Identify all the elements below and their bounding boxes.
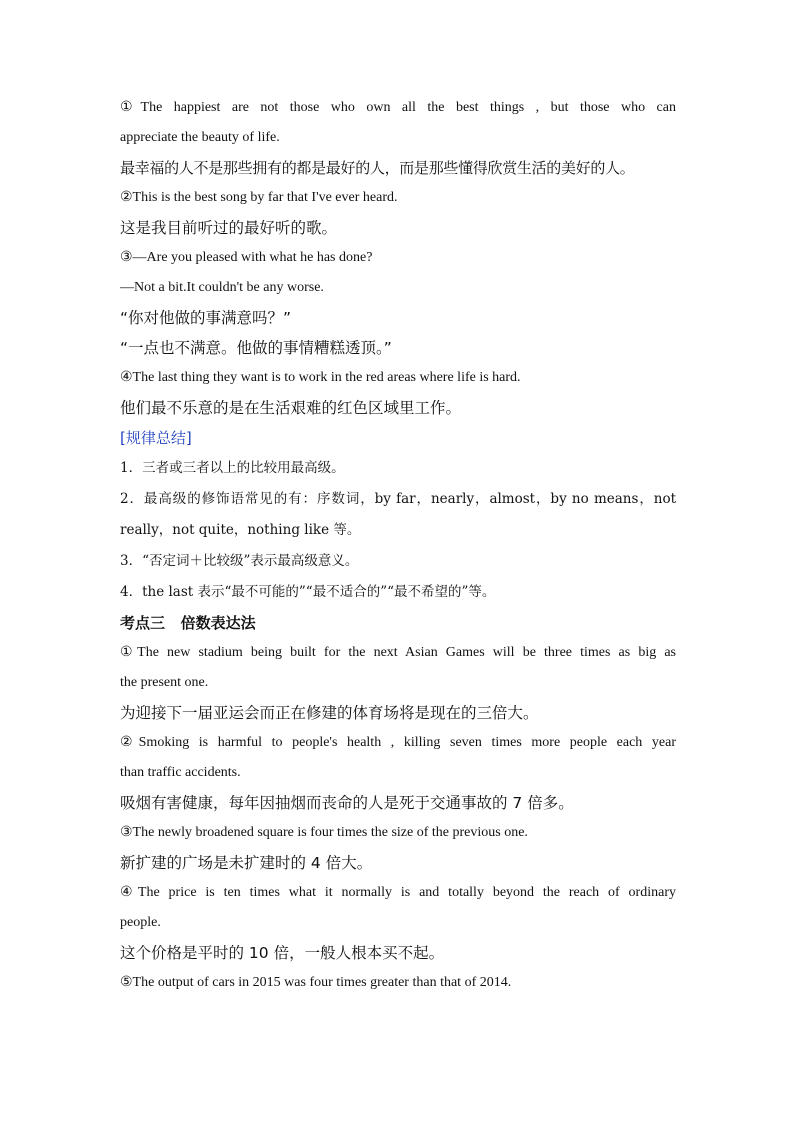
rule-item-3: 3．“否定词＋比较级”表示最高级意义。 <box>120 553 359 569</box>
example-sentence-1-line-1: ①The happiest are not those who own all the best things , but those who can <box>120 100 676 115</box>
multiple-translation-4: 这个价格是平时的 10 倍，一般人根本买不起。 <box>120 944 445 962</box>
translation-2: 这是我目前听过的最好听的歌。 <box>120 219 338 237</box>
multiple-example-2-line-2: than traffic accidents. <box>120 765 241 780</box>
example-sentence-2: ②This is the best song by far that I've ever heard. <box>120 190 398 205</box>
multiple-example-1-line-2: the present one. <box>120 675 209 690</box>
translation-4: 他们最不乐意的是在生活艰难的红色区域里工作。 <box>120 399 462 417</box>
rule-item-2-line-2: really，not quite，nothing like 等。 <box>120 522 361 538</box>
rule-item-2-line-1: 2．最高级的修饰语常见的有：序数词，by far，nearly，almost，by no means，not <box>120 491 676 507</box>
multiple-translation-2: 吸烟有害健康，每年因抽烟而丧命的人是死于交通事故的 7 倍多。 <box>120 794 574 812</box>
translation-3-question: “你对他做的事满意吗？” <box>120 309 292 327</box>
multiple-example-1-line-1: ①The new stadium being built for the next Asian Games will be three times as big as <box>120 645 676 660</box>
multiple-example-2-line-1: ②Smoking is harmful to people's health , killing seven times more people each year <box>120 735 676 750</box>
multiple-example-5: ⑤The output of cars in 2015 was four times greater than that of 2014. <box>120 975 512 990</box>
multiple-example-4-line-1: ④The price is ten times what it normally is and totally beyond the reach of ordinary <box>120 885 676 900</box>
multiple-translation-1: 为迎接下一届亚运会而正在修建的体育场将是现在的三倍大。 <box>120 704 539 722</box>
example-sentence-4: ④The last thing they want is to work in the red areas where life is hard. <box>120 370 521 385</box>
example-sentence-3-question: ③—Are you pleased with what he has done? <box>120 250 373 265</box>
document-body <box>120 93 676 998</box>
translation-1: 最幸福的人不是那些拥有的都是最好的人，而是那些懂得欣赏生活的美好的人。 <box>120 159 635 177</box>
translation-3-answer: “一点也不满意。他做的事情糟糕透顶。” <box>120 339 392 357</box>
example-sentence-3-answer: —Not a bit.It couldn't be any worse. <box>120 280 324 295</box>
section-heading-multiples: 考点三 倍数表达法 <box>120 614 256 632</box>
rule-summary-tag: [规律总结] <box>120 429 192 447</box>
rule-item-1: 1．三者或三者以上的比较用最高级。 <box>120 460 345 476</box>
multiple-example-4-line-2: people. <box>120 915 161 930</box>
example-sentence-1-line-2: appreciate the beauty of life. <box>120 130 280 145</box>
multiple-example-3: ③The newly broadened square is four times the size of the previous one. <box>120 825 528 840</box>
rule-item-4: 4．the last 表示“最不可能的”“最不适合的”“最不希望的”等。 <box>120 584 496 600</box>
multiple-translation-3: 新扩建的广场是未扩建时的 4 倍大。 <box>120 854 373 872</box>
